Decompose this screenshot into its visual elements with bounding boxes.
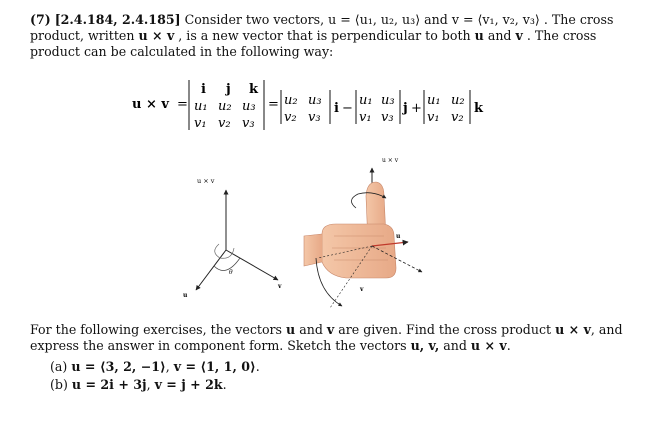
task-end: . (506, 338, 511, 353)
det2a-cell: v₂ (284, 110, 297, 125)
cross-product-formula (0, 76, 656, 154)
det3-cell: u₂ (218, 99, 232, 114)
det3-cell: v₂ (218, 116, 231, 131)
theta-arc (214, 258, 240, 271)
task-text-c: , and express the answer in component form. Sketch the vectors (30, 322, 623, 353)
left-uxv-label: u × v (197, 177, 215, 185)
det2b-cell: u₃ (381, 93, 395, 108)
intro-cross-symbol: u × v (138, 28, 175, 43)
det3-cell: v₁ (194, 116, 207, 131)
task-text-a: For the following exercises, the vectors (30, 322, 287, 337)
formula-eq-1: = (177, 97, 188, 112)
task-cross: u × v (555, 322, 591, 337)
intro-paragraph (30, 12, 630, 60)
part-u: u = ⟨3, 2, −1⟩ (71, 359, 166, 374)
unit-j: j (403, 101, 408, 116)
intro-text-b: . The cross product, written (30, 12, 614, 43)
det3-cell: u₃ (242, 99, 256, 114)
task-v: v (326, 322, 335, 337)
part-v: v = j + 2k (154, 377, 223, 392)
det3-cell: k (249, 82, 259, 97)
intro-u: u (474, 28, 484, 43)
right-u-label: u (396, 233, 401, 240)
det2b-cell: v₁ (359, 110, 372, 125)
left-v-label: v (278, 283, 282, 290)
exercise-number: (7) (30, 12, 51, 27)
formula-eq-2: = (268, 97, 279, 112)
det3-cell: u₁ (194, 99, 208, 114)
fist-shape (322, 224, 396, 278)
det3-cell: i (201, 82, 206, 97)
task-vector-list: u, v, (410, 338, 440, 353)
det2a-cell: u₂ (284, 93, 298, 108)
det3-cell: j (226, 82, 231, 97)
det2c-cell: u₁ (427, 93, 441, 108)
intro-and-2: and (487, 28, 516, 43)
wrist-shape (304, 234, 322, 266)
det2a-cell: v₃ (308, 110, 321, 125)
unit-k: k (474, 101, 484, 116)
v-definition: v = ⟨v₁, v₂, v₃⟩ (451, 12, 540, 27)
det2c-cell: u₂ (451, 93, 465, 108)
task-and-2: and (439, 338, 471, 353)
exercise-parts (50, 358, 610, 394)
part-sep: , (165, 359, 174, 374)
part-v: v = ⟨1, 1, 0⟩ (173, 359, 256, 374)
intro-v: v (515, 28, 523, 43)
part-label: (a) (50, 359, 68, 374)
part-end: . (222, 377, 227, 392)
task-paragraph (30, 322, 630, 354)
det2a-cell: u₃ (308, 93, 322, 108)
part-label: (b) (50, 377, 68, 392)
right-hand-diagram (304, 157, 422, 308)
u-definition: u = ⟨u₁, u₂, u₃⟩ (328, 12, 421, 27)
formula-plus: + (411, 101, 422, 116)
left-u-label: u (183, 292, 188, 299)
formula-minus: − (342, 101, 353, 116)
intro-text-d: . The cross product can be calculated in the following way: (30, 28, 597, 59)
intro-and: and (424, 12, 452, 27)
right-v-label: v (360, 286, 364, 293)
formula-lhs: u × v (132, 97, 169, 112)
det2b-cell: u₁ (359, 93, 373, 108)
theta-label: θ (229, 269, 233, 276)
det2c-cell: v₂ (451, 110, 464, 125)
det2c-cell: v₁ (427, 110, 440, 125)
task-and: and (295, 322, 327, 337)
left-vector-diagram (183, 177, 282, 299)
part-end: . (255, 359, 260, 374)
rotation-arc (215, 244, 234, 258)
task-text-b: are given. Find the cross product (334, 322, 556, 337)
right-uxv-label: u × v (382, 157, 399, 164)
det2b-cell: v₃ (381, 110, 394, 125)
part-b (50, 376, 610, 394)
det3-cell: v₃ (242, 116, 255, 131)
unit-i: i (334, 101, 339, 116)
task-u: u (286, 322, 296, 337)
part-sep: , (146, 377, 155, 392)
task-cross-2: u × v (470, 338, 507, 353)
right-hand-rule-figure (0, 150, 656, 315)
exercise-reference: [2.4.184, 2.4.185] (54, 12, 181, 27)
part-a (50, 358, 610, 376)
intro-text-c: , is a new vector that is perpendicular to both (178, 28, 475, 43)
part-u: u = 2i + 3j (71, 377, 147, 392)
intro-text-a: Consider two vectors, (184, 12, 329, 27)
